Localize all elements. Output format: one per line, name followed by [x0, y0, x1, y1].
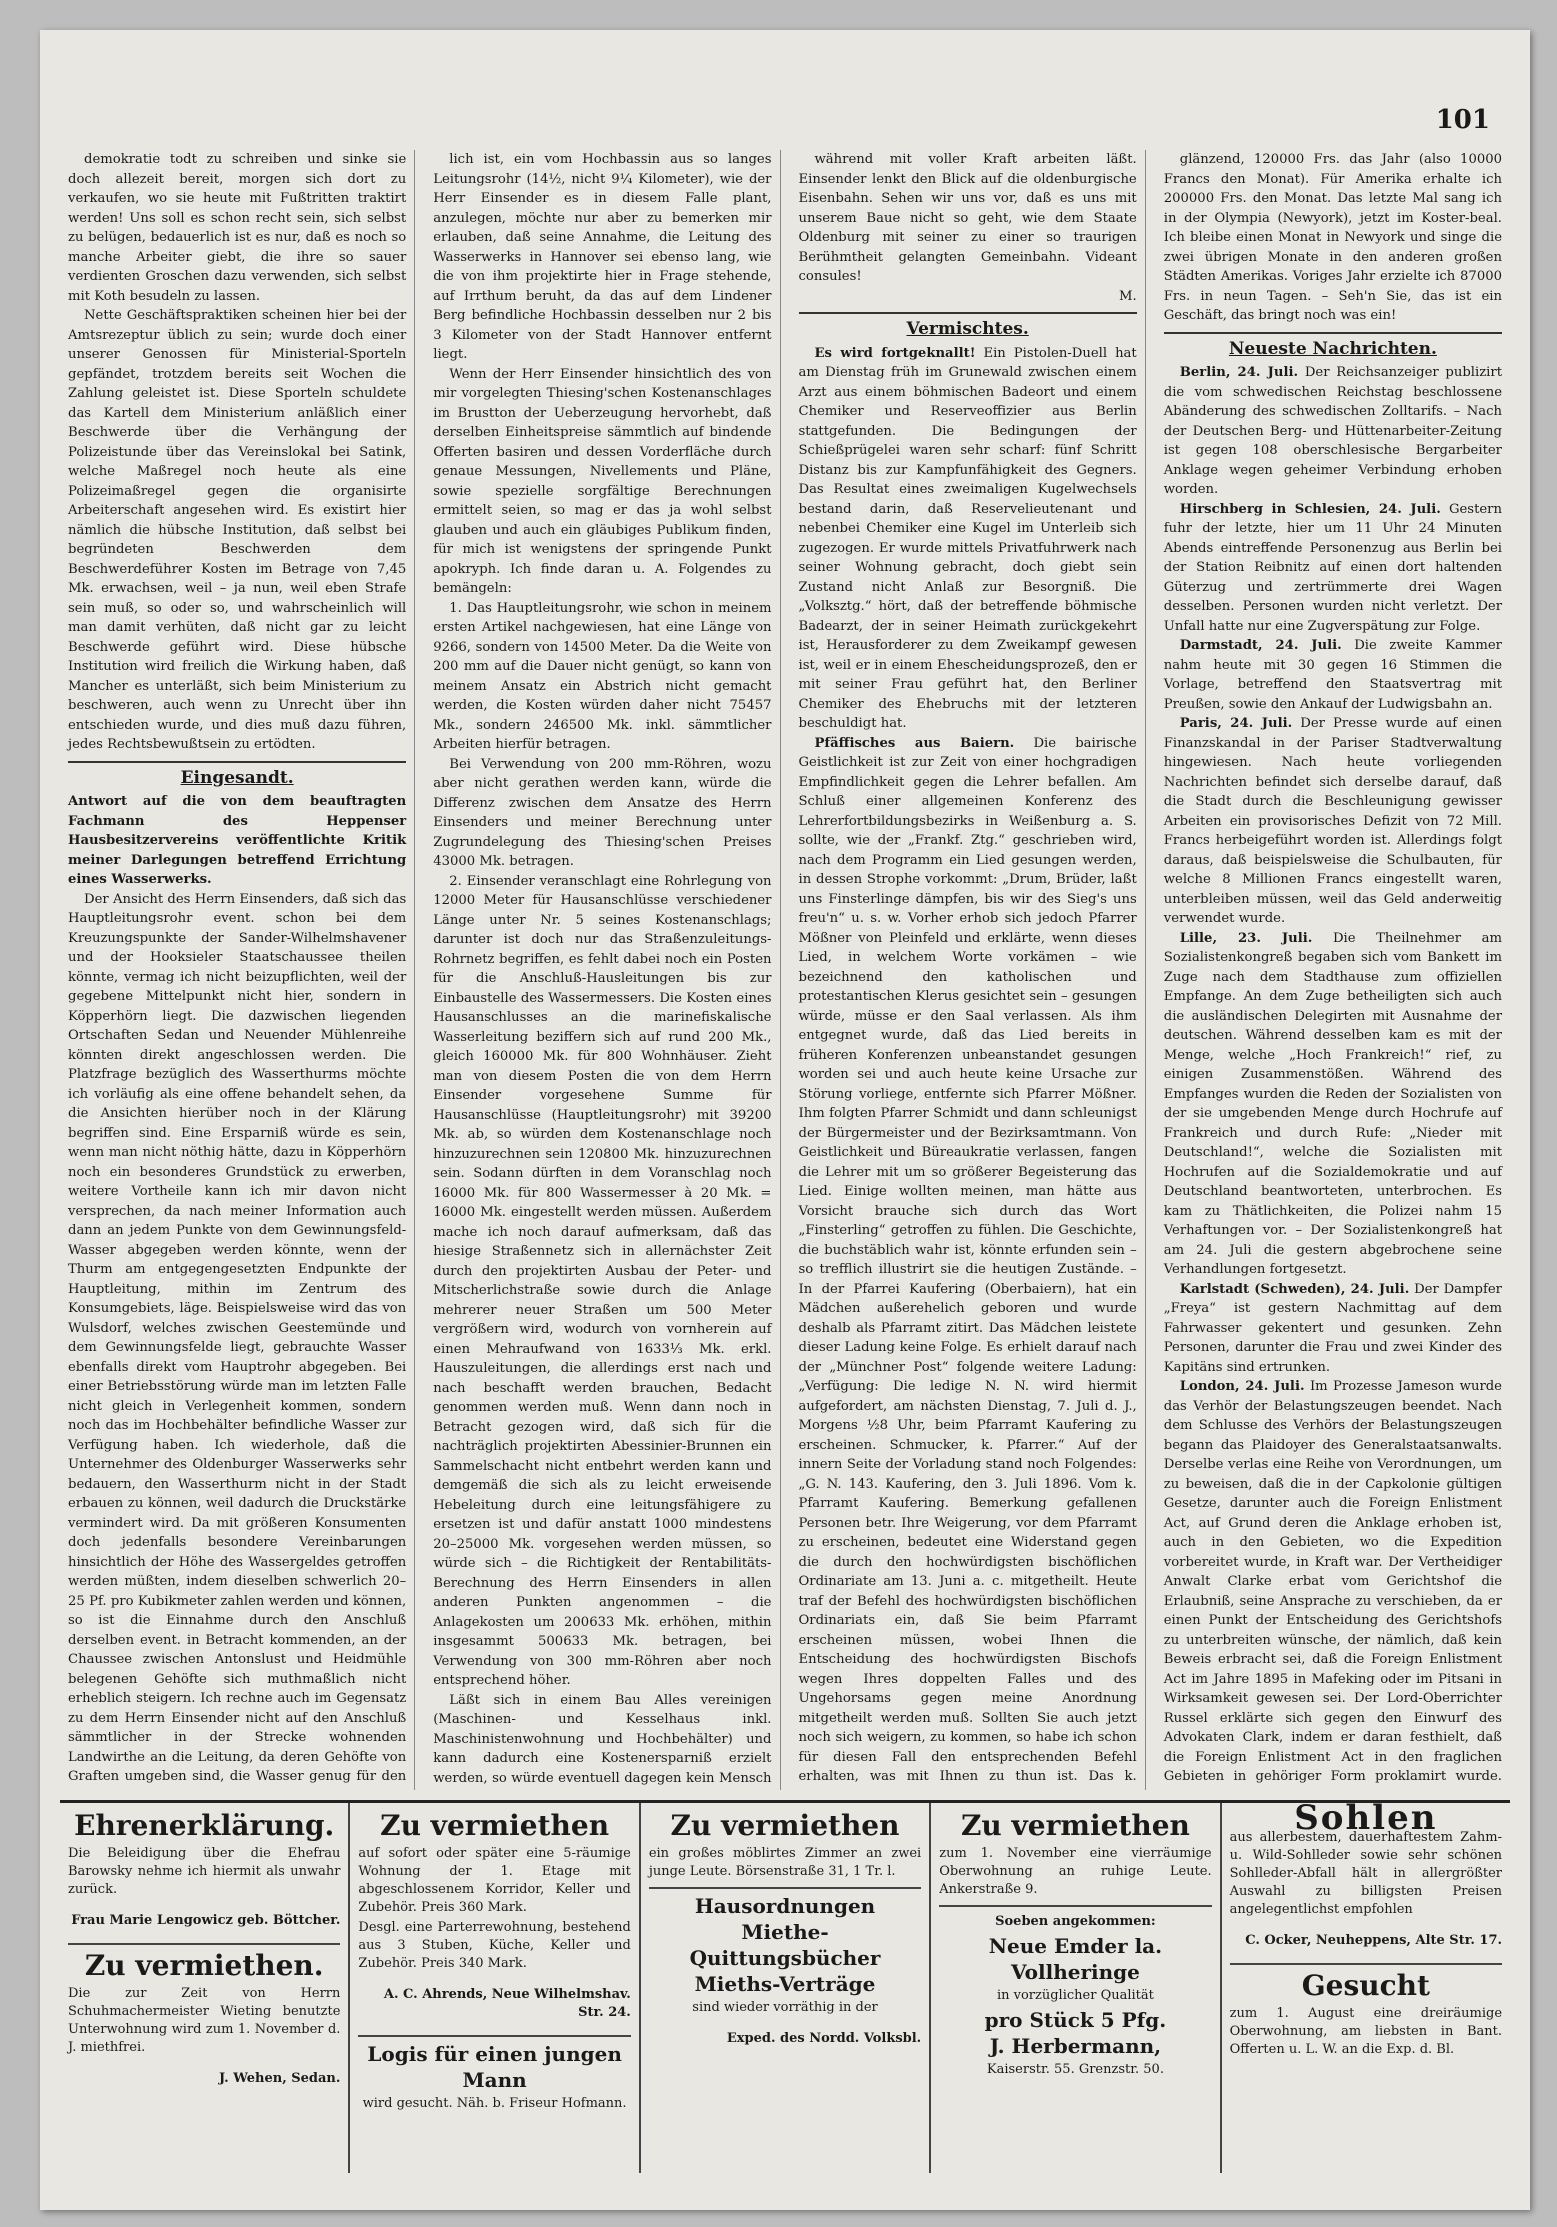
item-text: Die zweite Kammer nahm heute mit 30 gegen 16 Stimmen die Vorlage, betreffend den Staatsvertrag mit Preußen, sowie den Ankauf der Ludwigsbahn an. — [1163, 638, 1502, 712]
ad-signature: J. Wehen, Sedan. — [219, 2071, 341, 2086]
ad-title: Zu vermiethen — [380, 1809, 610, 1842]
section-title-eingesandt: Eingesandt. — [180, 767, 294, 788]
news-item — [799, 344, 1137, 734]
item-text: Die bairische Geistlichkeit ist zur Zeit von einer hochgradigen Empfindlichkeit gegen die Lehrer befallen. Am Schluß einer allgemeinen Konferenz des Lehrerfortbildungsbezirks in Weißenburg a. S. sollte, wie der „Frankf. Ztg.“ geschrieben wird, nach dem Programm ein Lied gesungen werden, in dessen Strophe vorkommt: „Drum, Brüder, laßt uns Finsterlinge dämpfen, bis wir des Sieg's uns freu'n“ u. s. w. Vorher erhob sich jedoch Pfarrer Mößner von Pleinfeld und erklärte, wenn dieses Lied, in welchem Worte vorkämen – wie bezeichnend den katholischen und protestantischen Klerus gesichtet sein – gesungen würde, müsse er den Saal verlassen. Als ihm entgegnet wurde, daß das Lied bereits in früheren Konferenzen unbeanstandet gesungen worden sei und auch heute keine Ursache zur Störung vorliege, entfernte sich Pfarrer Mößner. Ihm folgten Pfarrer Schmidt und dann schleunigst der Bürgermeister und der Bezirksamtmann. Von Geistlichkeit und Büreaukratie verlassen, fangen die Lehrer mit um so größerer Begeisterung das Lied. Einige wollten meinen, man hätte aus Vorsicht brauche sich durch das Wort „Finsterling“ getroffen zu fühlen. Die Geschichte, die buchstäblich wahr ist, könnte erfunden sein – so trefflich illustrirt sie die heutigen Zustände. – In der Pfarrei Kaufering (Oberbaiern), hat ein Mädchen außerehelich geboren und wurde deshalb als Pfarramt zitirt. Das Mädchen leistete dieser Ladung keine Folge. Es erhielt darauf nach der „Münchner Post“ folgende weitere Ladung: „Verfügung: Die ledige N. N. wird hiermit aufgefordert, am nächsten Dienstag, 7. Juli d. J., Morgens ½8 Uhr, beim Pfarramt Kaufering zu erscheinen. Schmucker, k. Pfarrer.“ Auf der innern Seite der Vorladung stand noch Folgendes: „G. N. 143. Kaufering, den 3. Juli 1896. Vom k. Pfarramt Kaufering. Bemerkung gefallenen Personen betr. Ihre Weigerung, vor dem Pfarramt zu erscheinen, bedeutet eine Widerstand gegen die durch den hochwürdigsten bischöflichen Ordinariate am 13. Juni a. c. mitgetheilt. Heute traf der Befehl des hochwürdigsten bischöflichen Ordinariats ein, daß Sie beim Pfarramt erscheinen müssen, wobei Ihnen die Entscheidung des hochwürdigsten Bischofs wegen Ihres doppelten Falles und des Ungehorsams gegen meine Anordnung mitgetheilt werden muß. Sollten Sie auch jetzt noch sich weigern, zu kommen, so habe ich schon für diesen Fall den entsprechenden Befehl erhalten, was mit Ihnen zu thun ist. Das k. — [798, 735, 1137, 1784]
item-text: Gestern fuhr der letzte, hier um 11 Uhr 24 Minuten Abends eintreffende Personenzug aus Berlin bei der Station Reibnitz auf einen dort haltenden Güterzug und zertrümmerte drei Wagen desselben. Personen wurden nicht verletzt. Der Unfall hatte nur eine Zugverspätung zur Folge. — [1163, 501, 1502, 634]
paragraph: 1. Das Hauptleitungsrohr, wie schon in meinem ersten Artikel nachgewiesen, hat eine Länge von 9266, sondern von 14500 Meter. Da die Weite von 200 mm auf die Dauer nicht genügt, so kann von meinem Ansatz ein Abstrich nicht gemacht werden, die Kosten würden daher nicht 75457 Mk., sondern 246500 Mk. inkl. sämmtlicher Arbeiten hierfür betragen. — [433, 600, 772, 752]
ad-text: sind wieder vorräthig in der — [692, 2000, 878, 2015]
item-text: Der Presse wurde auf einen Finanzskandal in der Pariser Stadtverwaltung hingewiesen. Nach heute vorliegenden Nachrichten befindet sich derselbe darauf, daß die Stadt durch die Beschleunigung gewisser Arbeiten ein provisorisches Defizit von 72 Mill. Francs herbeigeführt worden ist. Allerdings folgt daraus, daß beispielsweise die Schulbauten, für welche 8 Millionen Francs eingestellt waren, unterbleiben müssen, weil das Geld anderweitig verwendet wurde. — [1163, 716, 1502, 926]
news-item — [1164, 636, 1502, 714]
ad-column-5 — [1222, 1803, 1510, 2173]
paragraph: Wenn der Herr Einsender hinsichtlich des von mir vorgelegten Thiesing'schen Kostenanschlages im Brustton der Ueberzeugung hervorhebt, daß derselben Einheitspreise sämmtlich auf bindende Offerten basiren und dessen Vorderfläche durch genaue Messungen, Nivellements und Pläne, sowie spezielle sorgfältige Berechnungen ermittelt seien, so mag er das ja wohl selbst glauben und auch ein gläubiges Publikum finden, für mich ist wenigstens der springende Punkt apokryph. Ich finde daran u. A. Folgendes zu bemängeln: — [433, 366, 772, 596]
ad-signature: Exped. des Nordd. Volksbl. — [726, 2031, 922, 2046]
ad-column-1 — [60, 1803, 350, 2173]
item-head: Pfäffisches aus Baiern. — [814, 735, 1015, 751]
news-item — [1164, 363, 1502, 500]
section-title-vermischtes: Vermischtes. — [906, 319, 1029, 339]
news-item — [1164, 500, 1502, 637]
article-subtitle: Antwort auf die von dem beauftragten Fachmann des Heppenser Hausbesitzervereins veröffentlichte Kritik meiner Darlegungen betreffend Errichtung eines Wasserwerks. — [68, 794, 407, 887]
ad-column-3 — [641, 1803, 931, 2173]
signature: M. — [1119, 288, 1137, 304]
ad-text: zum 1. November eine vierräumige Oberwohnung an ruhige Leute. Ankerstraße 9. — [939, 1846, 1212, 1897]
item-text: Der Reichsanzeiger publizirt die vom schwedischen Reichstag beschlossene Abänderung des schwedischen Zolltarifs. – Nach der Deutschen Berg- und Hüttenarbeiter-Zeitung ist gegen 108 oberschlesische Bergarbeiter Anklage wegen geheimer Verbindung erhoben worden. — [1163, 365, 1503, 497]
column-3 — [791, 150, 1146, 1790]
ad-box — [649, 1887, 921, 2048]
ad-price: pro Stück 5 Pfg. — [984, 2008, 1167, 2032]
item-text: Im Prozesse Jameson wurde das Verhör der Belastungszeugen beendet. Nach dem Schlusse des Verhörs der Belastungszeugen begann das Plaidoyer des Generalstaatsanwalts. Derselbe verlas eine Reihe von Verordnungen, um zu beweisen, daß die in der Capkolonie gültigen Gesetze, darunter auch die Foreign Enlistment Act, auf Grund deren die Anklage erhoben ist, auch in den Gebieten, wo die Expedition vorbereitet wurde, in Kraft war. Der Vertheidiger Anwalt Clarke erbat vom Gerichtshof die Erlaubniß, seine Ansprache zu verschieben, da er einen Punkt der Entscheidung des Gerichtshofs zu unterbreiten wünsche, der nämlich, daß kein Beweis erbracht sei, daß die Foreign Enlistment Act im Jahre 1895 in Mafeking oder im Pitsani in Wirksamkeit gewesen sei. Der Lord-Oberrichter Russel erklärte sich gegen den Einwurf des Advokaten Clark, indem er daran festhielt, daß die Foreign Enlistment Act in den fraglichen Gebieten in gehöriger Form proklamirt wurde. — [1163, 1379, 1502, 1784]
ad-text: auf sofort oder später eine 5-räumige Wohnung der 1. Etage mit abgeschlossenem Korridor, Keller und Zubehör. Preis 360 Mark. — [358, 1846, 631, 1915]
ad-text: Die zur Zeit von Herrn Schuhmachermeister Wieting benutzte Unterwohnung wird zum 1. November d. J. miethfrei. — [68, 1986, 341, 2055]
news-item — [1164, 1280, 1502, 1378]
paragraph: Bei Verwendung von 200 mm-Röhren, wozu aber nicht gerathen werden kann, würde die Differenz zwischen dem Ansatze des Herrn Einsenders und meiner Berechnung unter Zugrundelegung des Thiesing'schen Preises 43000 Mk. betragen. — [433, 756, 772, 869]
ad-box — [939, 1905, 1211, 2079]
ad-title: Zu vermiethen — [960, 1809, 1190, 1842]
ad-title: Zu vermiethen. — [84, 1949, 324, 1982]
news-item — [1164, 714, 1502, 929]
ad-signature: J. Herbermann, — [989, 2034, 1162, 2058]
divider — [799, 312, 1137, 314]
ad-title: Logis für einen jungen Mann — [367, 2042, 622, 2092]
column-1 — [60, 150, 415, 1790]
paragraph: Der Ansicht des Herrn Einsenders, daß sich das Hauptleitungsrohr event. schon bei dem Kreuzungspunkte der Sander-Wilhelmshavener und der Hooksieler Staatschaussee theilen könnte, vermag ich nicht beizupflichten, weil der gegebene Mittelpunkt nicht hier, sondern in Köpperhörn liegt. Die dazwischen liegenden Ortschaften Sedan und Neuender Mühlenreihe könnten direkt angeschlossen werden. Die Platzfrage bezüglich des Wasserthurms möchte ich vorläufig als eine offene behandelt sehen, da die Ansichten hierüber noch in der Klärung begriffen sind. Eine Ersparniß würde es sein, wenn man nicht nöthig hätte, dazu in Köpperhörn noch ein besonderes Grundstück zu erwerben, weitere Vortheile kann ich mir davon nicht versprechen, da nach meiner Information auch dann an jedem Punkte von dem Gewinnungsfeld-Wasser abgegeben werden könnte, wenn der Thurm am entgegengesetzten Endpunkte der Hauptleitung, mithin im Zentrum des Konsumgebiets, läge. Beispielsweise wird das von Wulsdorf, welches zwischen Geestemünde und dem Gewinnungsfelde liegt, gebrauchte Wasser ebenfalls direkt vom Hauptrohr abgegeben. Bei einer Betriebsstörung würde man im letzten Falle nicht gleich in Verlegenheit kommen, sondern noch das im Hochbehälter befindliche Wasser zur Verfügung haben. Ich wiederhole, daß die Unternehmer des Oldenburger Wasserwerks sehr bedauern, den Wasserthurm nicht in der Stadt erbauen zu können, weil dadurch die Druckstärke vermindert wird. Da mit größeren Konsumenten doch jedenfalls besondere Vereinbarungen hinsichtlich der Höhe des Wassergeldes getroffen werden müßten, indem dieselben schwerlich 20–25 Pf. pro Kubikmeter zahlen werden und können, so ist die Einnahme durch den Anschluß derselben event. in Betracht kommenden, an der Chaussee zwischen Antonslust und Heidmühle belegenen Gehöfte sich muthmaßlich nicht erheblich steigern. Ich rechne auch im Gegensatz zu dem Herrn Einsender nicht auf den Anschluß sämmtlicher in der Strecke wohnenden Landwirthe an die Leitung, da deren Gehöfte von Graften umgeben sind, die Wasser genug für den — [68, 891, 407, 1784]
paragraph: Läßt sich in einem Bau Alles vereinigen (Maschinen- und Kesselhaus inkl. Maschinistenwohnung und Hochbehälter) und kann dadurch eine Kostenersparniß erzielt werden, so würde eventuell dagegen kein Mensch — [433, 1692, 772, 1786]
ad-signature: Frau Marie Lengowicz geb. Böttcher. — [71, 1913, 341, 1928]
news-item — [1164, 1377, 1502, 1790]
ad-text: in vorzüglicher Qualität — [996, 1988, 1154, 2003]
ad-column-4 — [931, 1803, 1221, 2173]
item-head: London, 24. Juli. — [1179, 1379, 1305, 1394]
ad-signature: A. C. Ahrends, Neue Wilhelmshav. Str. 24. — [383, 1987, 631, 2020]
ad-text: zum 1. August eine dreiräumige Oberwohnung, am liebsten in Bant. Offerten u. L. W. an die Exp. d. Bl. — [1229, 2006, 1503, 2057]
ad-title: Gesucht — [1301, 1969, 1430, 2002]
paragraph: demokratie todt zu schreiben und sinke sie doch allezeit bereit, morgen sich dort zu verkaufen, wo sie heute mit Fußtritten traktirt werden! Uns soll es schon recht sein, sich selbst zu belügen, bedauerlich ist es nur, daß es noch so manche Arbeiter giebt, die ihre so sauer verdienten Groschen dazu verwenden, sich selbst mit Koth besudeln zu lassen. — [68, 152, 407, 304]
ad-column-2 — [350, 1803, 640, 2173]
ad-big-text: Hausordnungen Miethe-Quittungsbücher Mieths-Verträge — [689, 1894, 881, 1996]
item-head: Es wird fortgeknallt! — [814, 345, 976, 361]
ad-text: Die Beleidigung über die Ehefrau Barowsky nehme ich hiermit als unwahr zurück. — [68, 1846, 341, 1897]
ad-title: Sohlen — [1294, 1803, 1438, 1838]
ad-subtitle: Soeben angekommen: — [995, 1914, 1156, 1929]
item-head: Lille, 23. Juli. — [1179, 930, 1313, 946]
ad-address: Kaiserstr. 55. Grenzstr. 50. — [986, 2062, 1164, 2077]
ad-title: Ehrenerklärung. — [74, 1809, 335, 1842]
ad-text: wird gesucht. Näh. b. Friseur Hofmann. — [362, 2096, 627, 2111]
section-title-neueste-nachrichten: Neueste Nachrichten. — [1228, 338, 1437, 359]
item-text: Die Theilnehmer am Sozialistenkongreß begaben sich vom Bankett im Zuge nach dem Stadthause zum offiziellen Empfange. An dem Zuge betheiligten sich auch die ausländischen Delegirten mit Ausnahme der deutschen. Während desselben kam es mit der Menge, welche „Hoch Frankreich!“ rief, zu einigen Zusammenstößen. Während des Empfanges wurden die Reden der Sozialisten von der sie umgebenden Menge durch Hochrufe auf Frankreich und durch Rufe: „Nieder mit Deutschland!“, welche die Sozialisten mit Hochrufen auf die Sozialdemokratie und auf Deutschland beantworteten, unterbrochen. Es kam zu Thätlichkeiten, die Polizei nahm 15 Verhaftungen vor. – Der Sozialistenkongreß hat am 24. Juli die gestern abgebrochene seine Verhandlungen fortgesetzt. — [1163, 930, 1502, 1277]
item-head: Paris, 24. Juli. — [1179, 716, 1293, 731]
divider — [1164, 332, 1502, 334]
item-text: Ein Pistolen-Duell hat am Dienstag früh im Grunewald zwischen einem Arzt aus einem böhmischen Badeort und einem Chemiker und Reserveoffizier aus Berlin stattgefunden. Die Bedingungen der Schießprügelei waren sehr scharf: fünf Schritt Distanz bis zur Kampfunfähigkeit des Gegners. Das Resultat eines zweimaligen Kugelwechsels bestand darin, daß Reservelieutenant und nebenbei Chemiker eine Kugel im Unterleib sich zugezogen. Er wurde mittels Privatfuhrwerk nach seiner Wohnung gebracht, doch giebt sein Zustand nicht Anlaß zur Besorgniß. Die „Volksztg.“ hört, daß der betreffende böhmische Badearzt, der in seiner Heimath zurückgekehrt ist, Herausforderer zu dem Zweikampf gewesen ist, weil er in einem Ehescheidungsprozeß, den er mit seiner Frau geführt hat, den Berliner Chemiker des Ehebruchs mit der letzteren beschuldigt hat. — [798, 345, 1137, 731]
column-4 — [1156, 150, 1510, 1790]
advertisements-row — [60, 1800, 1510, 2173]
paragraph: lich ist, ein vom Hochbassin aus so langes Leitungsrohr (14½, nicht 9¼ Kilometer), wie der Herr Einsender es in diesem Falle plant, anzulegen, möchte nur aber zu bemerken mir erlauben, daß seine Annahme, die Leitung des Wasserwerks in Hannover sei ebenso lang, wie die von ihm projektirte hier in Frage stehende, auf Irrthum beruht, da das auf dem Lindener Berg befindliche Hochbassin desselben nur 2 bis 3 Kilometer von der Stadt Hannover entfernt liegt. — [433, 152, 772, 362]
item-head: Berlin, 24. Juli. — [1179, 365, 1299, 380]
ad-text: ein großes möblirtes Zimmer an zwei junge Leute. Börsenstraße 31, 1 Tr. l. — [648, 1846, 922, 1879]
paragraph: während mit voller Kraft arbeiten läßt. Einsender lenkt den Blick auf die oldenburgische Eisenbahn. Sehen wir uns vor, daß es uns mit unserem Baue nicht so geht, wie dem Staate Oldenburg mit seiner zu einer so traurigen Berühmtheit gelangten Gemeinbahn. Videant consules! — [798, 152, 1137, 284]
paragraph: 2. Einsender veranschlagt eine Rohrlegung von 12000 Meter für Hausanschlüsse verschiedener Länge unter Nr. 5 seines Kostenanschlags; darunter ist doch nur das Straßenzuleitungs-Rohrnetz begriffen, es fehlt dabei noch ein Posten für die Anschluß-Hausleitungen bis zur Einbaustelle des Wassermessers. Die Kosten eines Hausanschlusses an die marinefiskalische Wasserleitung beziffern sich auf rund 200 Mk., gleich 160000 Mk. für 800 Wohnhäuser. Zieht man von diesem Posten die von dem Herrn Einsender vorgesehene Summe für Hausanschlüsse (Hauptleitungsrohr) mit 39200 Mk. ab, so würden dem Kostenanschlage noch hinzuzurechnen sein 120800 Mk. hinzuzurechnen sein. Sodann dürften in dem Voranschlag noch 16000 Mk. für 800 Wassermesser à 20 Mk. = 16000 Mk. eingestellt werden müssen. Außerdem mache ich noch darauf aufmerksam, daß das hiesige Straßennetz sich in allernächster Zeit durch den projektirten Ausbau der Peter- und Mitscherlichstraße sowie durch die Anlage mehrerer neuer Straßen um 500 Meter vergrößern wird, wodurch von vornherein auf einen Mehraufwand von 1633⅓ Mk. erkl. Hauszuleitungen, die allerdings erst nach und nach beschafft werden brauchen, Bedacht genommen werden muß. Wenn dann noch in Betracht gezogen wird, daß sich für die nachträglich projektirten Abessinier-Brunnen ein Sammelschacht nicht entbehrt werden kann und demgemäß die sich als zu leicht erweisende Hebeleitung durch eine leitungsfähigere zu ersetzen ist und dafür anstatt 1000 mindestens 20–25000 Mk. vorgesehen werden müssen, so würde sich – die Richtigkeit der Rentabilitäts-Berechnung des Herrn Einsenders in allen anderen Punkten angenommen – die Anlagekosten um 200633 Mk. erhöhen, mithin insgesammt 500633 Mk. betragen, bei Verwendung von 300 mm-Röhren aber noch entsprechend höher. — [433, 873, 772, 1688]
item-head: Karlstadt (Schweden), 24. Juli. — [1179, 1281, 1410, 1297]
news-item — [1164, 929, 1502, 1280]
paragraph: Nette Geschäftspraktiken scheinen hier bei der Amtsrezeptur üblich zu sein; wurde doch einer unserer Genossen für Ministerial-Sporteln gepfändet, trotzdem bereits seit Wochen die Zahlung geleistet ist. Diese Sporteln schuldete das Kartell dem Ministerium anläßlich einer Beschwerde über die Verhängung der Polizeistunde über das Vereinslokal bei Satink, welche Maßregel noch heute als eine Polizeimaßregel gegen die organisirte Arbeiterschaft angesehen wird. Es existirt hier nämlich die hübsche Institution, daß selbst bei begründeten Beschwerden dem Beschwerdeführer Kosten im Betrage von 7,45 Mk. erwachsen, weil – ja nun, weil eben Strafe sein muß, so oder so, und wahrscheinlich will man damit verhüten, daß nicht gar zu leicht Beschwerde geführt wird. Diese hübsche Institution wird freilich die Wirkung haben, daß Mancher es unterläßt, sich beim Ministerium zu beschweren, auch wenn zu Unrecht über ihn entschieden wurde, und dies muß dazu führen, jedes Rechtsbewußtsein zu ertödten. — [68, 308, 407, 752]
page-number: 101 — [1435, 105, 1490, 135]
ad-big-text: Neue Emder la. Vollheringe — [988, 1934, 1163, 1984]
item-head: Darmstadt, 24. Juli. — [1179, 638, 1342, 653]
ad-text: Desgl. eine Parterrewohnung, bestehend aus 3 Stuben, Küche, Keller und Zubehör. Preis 340 Mark. — [358, 1920, 631, 1971]
paragraph: glänzend, 120000 Frs. das Jahr (also 10000 Francs den Monat). Für Amerika erhalte ich 200000 Frs. den Monat. Das letzte Mal sang ich in der Olympia (Newyork), jetzt im Koster-beal. Ich bleibe einen Monat in Newyork und singe die zwei übrigen Monate in den anderen großen Städten Amerikas. Voriges Jahr erzielte ich 87000 Frs. in neun Tagen. – Seh'n Sie, das ist ein Geschäft, das bringt noch was ein! — [1163, 152, 1502, 323]
ad-signature: C. Ocker, Neuheppens, Alte Str. 17. — [1245, 1933, 1503, 1948]
item-text: Der Dampfer „Freya“ ist gestern Nachmittag auf dem Fahrwasser gekentert und gesunken. Zehn Personen, darunter die Frau und zwei Kinder des Kapitäns sind ertrunken. — [1163, 1281, 1502, 1375]
column-2 — [425, 150, 780, 1790]
ad-box — [1230, 1963, 1502, 2059]
news-item — [799, 734, 1137, 1791]
divider — [68, 761, 406, 763]
ad-box — [358, 2035, 630, 2113]
ad-title: Zu vermiethen — [670, 1809, 900, 1842]
ad-box — [68, 1943, 340, 2088]
article-columns — [60, 150, 1510, 1790]
ad-text: aus allerbestem, dauerhaftestem Zahm- u. Wild-Sohlleder sowie sehr schönen Sohlleder-Abfall hält in allergrößter Auswahl zu billigsten Preisen angelegentlichst empfohlen — [1229, 1830, 1503, 1917]
item-head: Hirschberg in Schlesien, 24. Juli. — [1179, 501, 1441, 517]
newspaper-page — [40, 30, 1530, 2210]
